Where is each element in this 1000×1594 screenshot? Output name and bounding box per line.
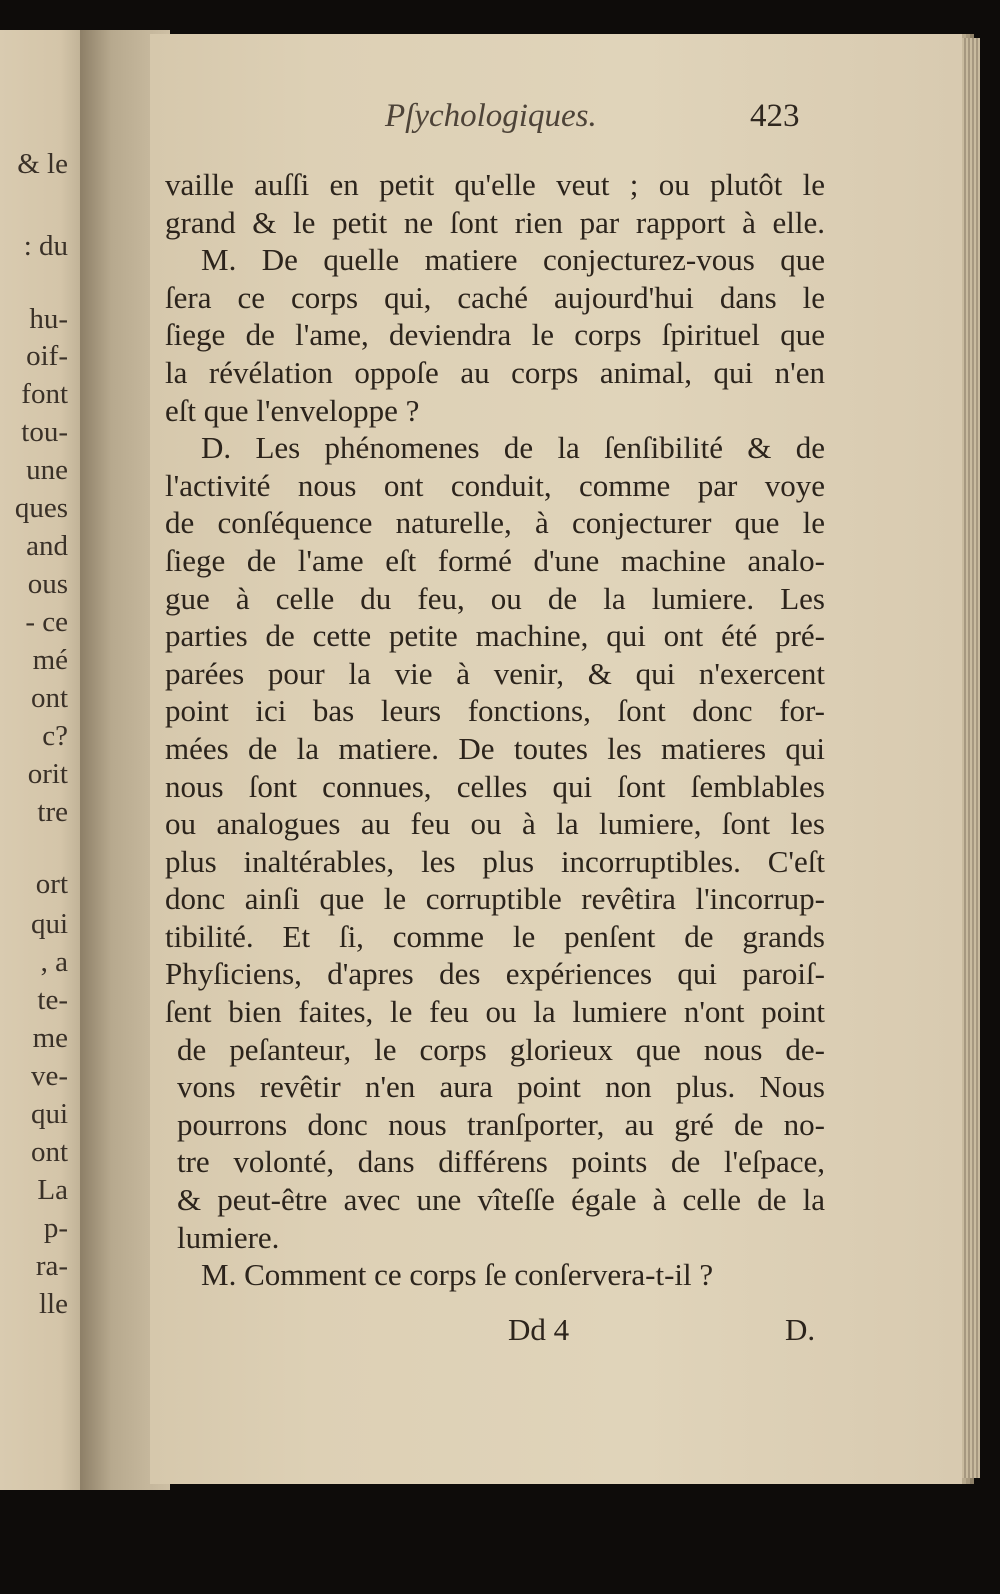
text-line: grand & le petit ne ſont rien par rapport à elle. [165, 204, 825, 240]
left-page-fragment: & le [17, 148, 68, 180]
left-page-fragment: , a [40, 946, 68, 978]
page-edges [962, 38, 980, 1478]
left-page-fragment: ort [35, 868, 68, 900]
left-page-fragment: font [21, 378, 68, 410]
left-page-fragment: lle [39, 1288, 68, 1320]
text-line: gue à celle du feu, ou de la lumiere. Les [165, 580, 825, 616]
text-line: ſiege de l'ame eſt formé d'une machine analo- [165, 542, 825, 578]
text-line: de peſanteur, le corps glorieux que nous de- [177, 1031, 825, 1067]
text-line: & peut-être avec une vîteſſe égale à celle de la [177, 1182, 825, 1218]
left-page-fragment: tou- [21, 416, 68, 448]
left-page-fragment: hu- [29, 303, 68, 335]
text-line: eſt que l'enveloppe ? [165, 392, 420, 428]
text-line: tibilité. Et ſi, comme le penſent de grands [165, 918, 825, 954]
text-line: parées pour la vie à venir, & qui n'exercent [165, 655, 825, 691]
text-line: donc ainſi que le corruptible revêtira l'incorrup- [165, 881, 825, 917]
left-page-fragment: qui [30, 1098, 68, 1130]
text-line: M. Comment ce corps ſe conſervera-t-il ? [201, 1257, 714, 1293]
catchword: D. [785, 1312, 816, 1347]
left-page-fragment: and [26, 530, 68, 562]
left-page-fragment: te- [37, 984, 68, 1016]
text-line: pourrons donc nous tranſporter, au gré de no- [177, 1106, 825, 1142]
left-page-fragment: - ce [25, 606, 68, 638]
body-text [165, 166, 825, 1294]
text-line: ſera ce corps qui, caché aujourd'hui dans le [165, 279, 825, 315]
left-page-edge [0, 30, 86, 1490]
left-page-fragment: tre [37, 796, 68, 828]
left-page-fragment: ont [30, 1136, 68, 1168]
text-line: ou analogues au feu ou à la lumiere, ſont les [165, 806, 825, 842]
text-line: Phyſiciens, d'apres des expériences qui paroiſ- [165, 956, 825, 992]
left-page-fragment: qui [30, 908, 68, 940]
left-page-fragment: La [37, 1174, 68, 1206]
text-line: D. Les phénomenes de la ſenſibilité & de [201, 430, 825, 466]
text-line: tre volonté, dans différens points de l'eſpace, [177, 1144, 825, 1180]
text-line: M. De quelle matiere conjecturez-vous que [201, 242, 825, 278]
text-line: l'activité nous ont conduit, comme par voye [165, 467, 825, 503]
page-number: 423 [750, 98, 800, 134]
left-page-fragment: p- [43, 1212, 68, 1244]
left-page-fragment: mé [32, 644, 68, 676]
text-line: la révélation oppoſe au corps animal, qui n'en [165, 354, 825, 390]
text-line: vons revêtir n'en aura point non plus. Nous [177, 1069, 825, 1105]
text-line: plus inaltérables, les plus incorruptibles. C'eſt [165, 843, 825, 879]
text-line: nous ſont connues, celles qui ſont ſemblables [165, 768, 825, 804]
text-line: ſiege de l'ame, deviendra le corps ſpirituel que [165, 317, 825, 353]
text-line: parties de cette petite machine, qui ont été pré- [165, 618, 825, 654]
signature-mark: Dd 4 [508, 1312, 570, 1347]
text-line: vaille auſſi en petit qu'elle veut ; ou plutôt le [165, 167, 825, 202]
left-page-fragment: c? [42, 720, 68, 752]
left-page-fragment: ques [14, 492, 68, 524]
text-line: point ici bas leurs fonctions, ſont donc for- [165, 693, 825, 729]
left-page-fragment: une [26, 454, 68, 486]
running-head: Pſychologiques. [385, 98, 597, 134]
left-page-fragment: ont [30, 682, 68, 714]
left-page-fragment: orit [27, 758, 68, 790]
left-page-fragment: ve- [30, 1060, 68, 1092]
text-line: mées de la matiere. De toutes les matieres qui [165, 730, 825, 766]
left-page-fragment: ous [27, 568, 68, 600]
text-line: de conſéquence naturelle, à conjecturer que le [165, 505, 825, 541]
left-page-fragment: me [32, 1022, 68, 1054]
text-line: lumiere. [177, 1219, 280, 1255]
left-page-fragment: oif- [26, 340, 68, 372]
text-line: ſent bien faites, le feu ou la lumiere n'ont point [165, 994, 825, 1030]
left-page-fragment: ra- [35, 1250, 68, 1282]
left-page-fragment: : du [23, 230, 68, 262]
